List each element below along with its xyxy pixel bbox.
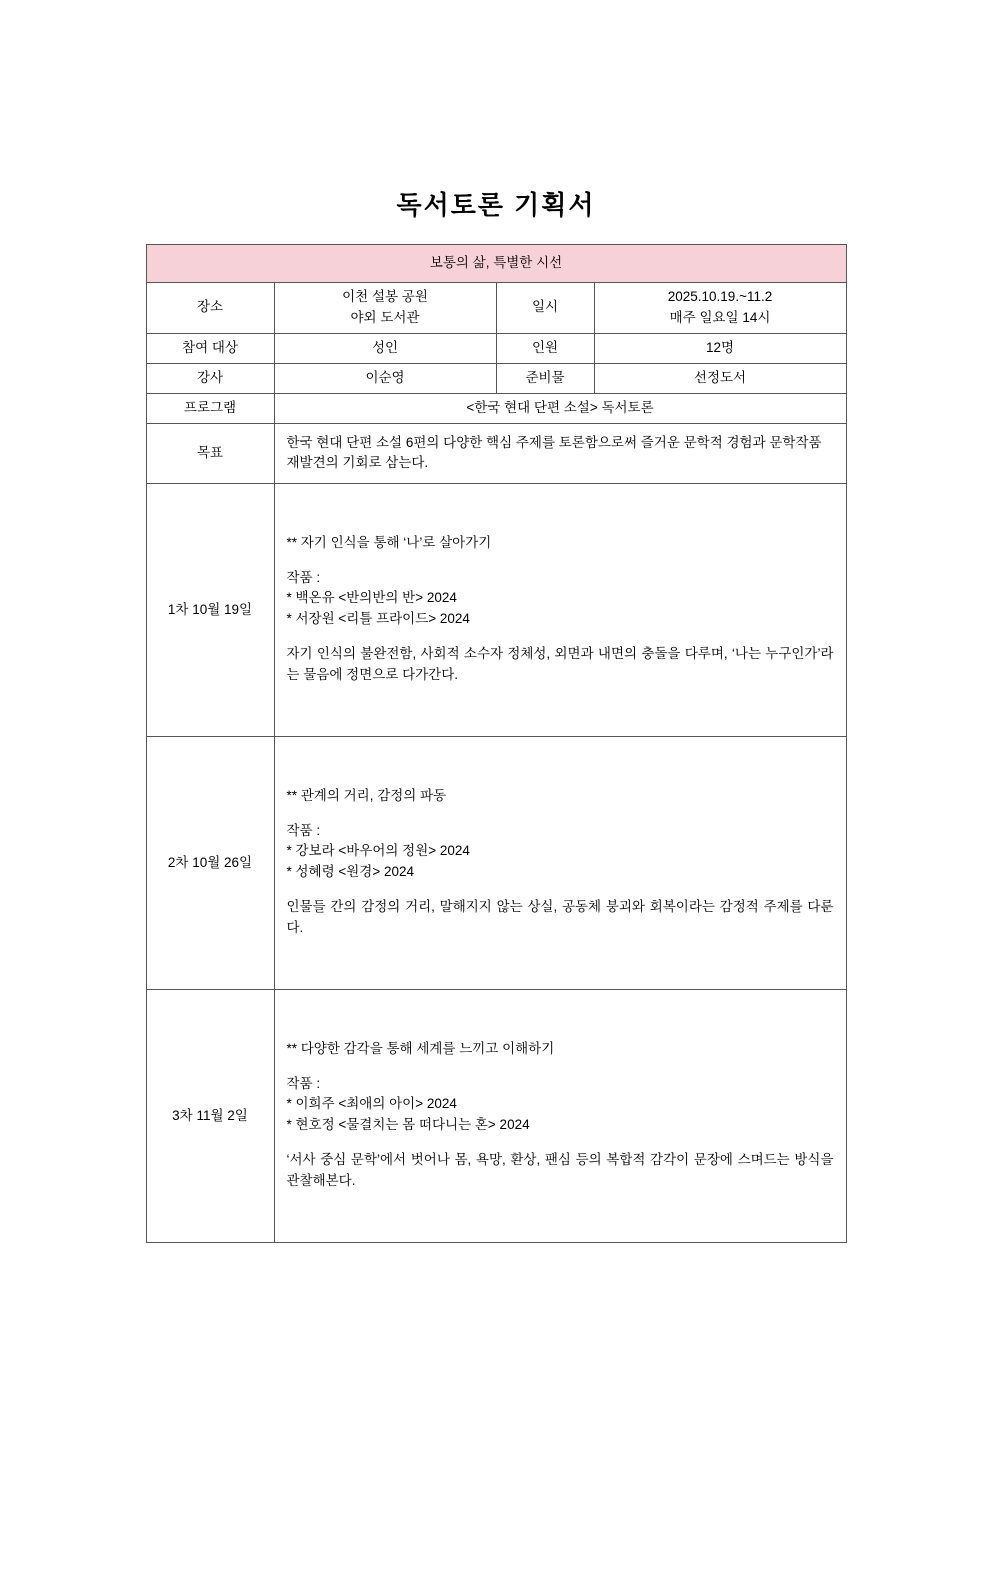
session-2-description: 인물들 간의 감정의 거리, 말해지지 않는 상실, 공동체 붕괴와 회복이라는 감정적 주제를 다룬다. — [286, 899, 834, 936]
session-3-body — [274, 990, 846, 1243]
value-count: 12명 — [594, 333, 846, 363]
session-2-works-label: 작품 : — [286, 822, 321, 838]
value-place-line1: 이천 설봉 공원 — [342, 288, 428, 304]
value-goal: 한국 현대 단편 소설 6편의 다양한 핵심 주제를 토론함으로써 즐거운 문학적 경험과 문학작품 재발견의 기회로 삼는다. — [274, 423, 846, 484]
table-row-banner — [146, 245, 846, 283]
table-row-program — [146, 393, 846, 423]
table-row-session-2 — [146, 737, 846, 990]
spacer — [287, 630, 834, 644]
spacer — [287, 1060, 834, 1074]
session-2-label: 2차 10월 26일 — [146, 737, 274, 990]
page-title: 독서토론 기획서 — [396, 190, 596, 220]
value-target: 성인 — [274, 333, 496, 363]
document-page — [0, 185, 992, 1588]
value-date-line2: 매주 일요일 14시 — [669, 309, 771, 325]
value-materials: 선정도서 — [594, 363, 846, 393]
table-row-place — [146, 282, 846, 333]
session-1-description: 자기 인식의 불완전함, 사회적 소수자 정체성, 외면과 내면의 충돌을 다루며, ‘나는 누구인가’라는 물음에 정면으로 다가간다. — [286, 646, 834, 683]
session-3-work-1: * 이희주 <최애의 아이> 2024 — [286, 1096, 457, 1112]
label-target: 참여 대상 — [146, 333, 274, 363]
session-1-body — [274, 484, 846, 737]
table-row-target — [146, 333, 846, 363]
spacer — [287, 883, 834, 897]
value-place — [274, 282, 496, 333]
session-1-label: 1차 10월 19일 — [146, 484, 274, 737]
label-place: 장소 — [146, 282, 274, 333]
table-row-session-1 — [146, 484, 846, 737]
label-goal: 목표 — [146, 423, 274, 484]
label-materials: 준비물 — [496, 363, 594, 393]
table-row-lecturer — [146, 363, 846, 393]
label-program: 프로그램 — [146, 393, 274, 423]
session-2-body — [274, 737, 846, 990]
label-count: 인원 — [496, 333, 594, 363]
label-lecturer: 강사 — [146, 363, 274, 393]
session-3-heading: ** 다양한 감각을 통해 세계를 느끼고 이해하기 — [286, 1040, 555, 1056]
plan-table — [146, 244, 847, 1243]
session-1-heading: ** 자기 인식을 통해 ‘나’로 살아가기 — [286, 534, 492, 550]
session-3-description: ‘서사 중심 문학’에서 벗어나 몸, 욕망, 환상, 팬심 등의 복합적 감각이 문장에 스며드는 방식을 관찰해본다. — [286, 1152, 834, 1189]
label-date: 일시 — [496, 282, 594, 333]
session-2-work-2: * 성혜령 <원경> 2024 — [286, 864, 415, 880]
session-3-work-2: * 현호정 <물결치는 몸 떠다니는 혼> 2024 — [286, 1117, 530, 1133]
session-1-works-label: 작품 : — [286, 569, 321, 585]
banner-title: 보통의 삶, 특별한 시선 — [146, 245, 846, 283]
session-3-label: 3차 11월 2일 — [146, 990, 274, 1243]
session-1-work-1: * 백온유 <반의반의 반> 2024 — [286, 590, 457, 606]
session-3-works-label: 작품 : — [286, 1075, 321, 1091]
value-place-line2: 야외 도서관 — [350, 309, 420, 325]
value-date-line1: 2025.10.19.~11.2 — [667, 288, 773, 304]
value-lecturer: 이순영 — [274, 363, 496, 393]
table-row-session-3 — [146, 990, 846, 1243]
value-program: <한국 현대 단편 소설> 독서토론 — [274, 393, 846, 423]
session-2-heading: ** 관계의 거리, 감정의 파동 — [286, 787, 447, 803]
spacer — [287, 1136, 834, 1150]
spacer — [287, 807, 834, 821]
spacer — [287, 554, 834, 568]
table-row-goal — [146, 423, 846, 484]
session-2-work-1: * 강보라 <바우어의 정원> 2024 — [286, 843, 470, 859]
value-date — [594, 282, 846, 333]
session-1-work-2: * 서장원 <리틀 프라이드> 2024 — [286, 611, 470, 627]
